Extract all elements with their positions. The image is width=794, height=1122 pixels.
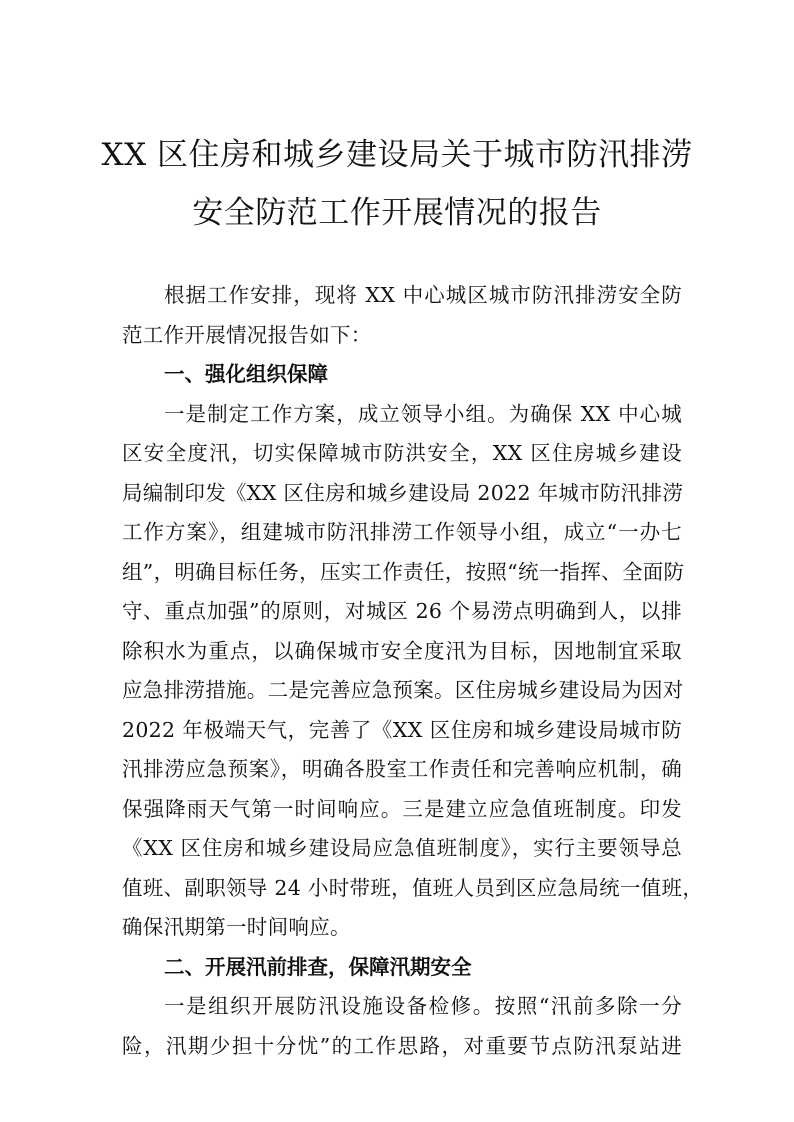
document-title-line-1: XX 区住房和城乡建设局关于城市防汛排涝 <box>101 137 693 173</box>
section1-line: 一是制定工作方案，成立领导小组。为确保 XX 中心城 <box>164 401 682 426</box>
section1-line: 确保汛期第一时间响应。 <box>122 915 351 939</box>
section-heading-2: 二、开展汛前排查，保障汛期安全 <box>164 954 472 979</box>
intro-line: 根据工作安排，现将 XX 中心城区城市防汛排涝安全防 <box>164 283 682 307</box>
section-heading-1: 一、强化组织保障 <box>164 362 328 386</box>
intro-line: 范工作开展情况报告如下： <box>122 322 372 347</box>
section1-line: 组”，明确目标任务，压实工作责任，按照“统一指挥、全面防 <box>122 559 685 584</box>
section1-line: 2022 年极端天气，完善了《XX 区住房和城乡建设局城市防 <box>122 717 682 742</box>
section2-line: 一是组织开展防汛设施设备检修。按照“汛前多除一分 <box>164 994 682 1018</box>
section1-line: 值班、副职领导 24 小时带班，值班人员到区应急局统一值班， <box>122 875 704 900</box>
document-body <box>122 276 704 1066</box>
document-title-line-2: 安全防范工作开展情况的报告 <box>192 195 602 231</box>
section1-line: 局编制印发《XX 区住房和城乡建设局 2022 年城市防汛排涝 <box>122 480 684 505</box>
section1-line: 《XX 区住房和城乡建设局应急值班制度》，实行主要领导总 <box>122 836 682 860</box>
section1-line: 保强降雨天气第一时间响应。三是建立应急值班制度。印发 <box>122 796 682 821</box>
section1-line: 除积水为重点，以确保城市安全度汛为目标，因地制宜采取 <box>122 638 682 663</box>
section1-line: 区安全度汛，切实保障城市防洪安全，XX 区住房城乡建设 <box>122 441 682 465</box>
section1-line: 工作方案》，组建城市防汛排涝工作领导小组，成立“一办七 <box>122 520 682 544</box>
section1-line: 汛排涝应急预案》，明确各股室工作责任和完善响应机制，确 <box>122 757 682 781</box>
section2-line: 险，汛期少担十分忧”的工作思路，对重要节点防汛泵站进 <box>122 1033 682 1058</box>
section1-line: 应急排涝措施。二是完善应急预案。区住房城乡建设局为因对 <box>122 678 684 702</box>
section1-line: 守、重点加强”的原则，对城区 26 个易涝点明确到人，以排 <box>122 599 682 623</box>
